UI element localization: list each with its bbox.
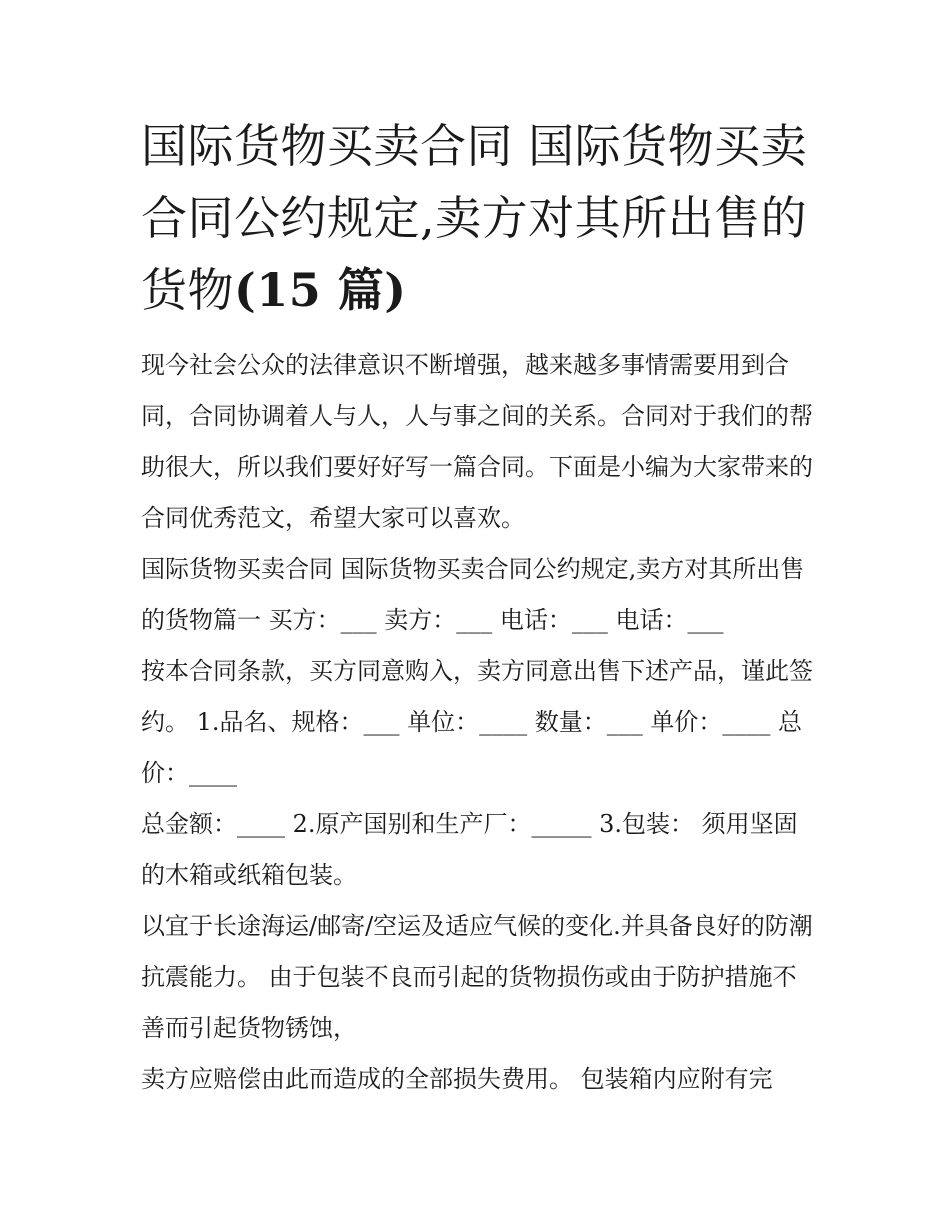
- paragraph-compensation: 卖方应赔偿由此而造成的全部损失费用。 包装箱内应附有完: [141, 1065, 773, 1093]
- title-main: 国际货物买卖合同 国际货物买卖合同公约规定,卖方对其所出售的货物: [141, 119, 808, 317]
- paragraph-product: 按本合同条款，买方同意购入，卖方同意出售下述产品，谨此签约。 1.品名、规格：___ 单位：____ 数量：___ 单价：____ 总价：____: [141, 657, 813, 787]
- paragraph-amount-packing: 总金额：____ 2.原产国别和生产厂：_____ 3.包装： 须用坚固的木箱或纸箱包装。: [141, 810, 798, 889]
- document-title: [141, 110, 813, 326]
- paragraph-intro: 现今社会公众的法律意识不断增强，越来越多事情需要用到合同，合同协调着人与人，人与事之间的关系。合同对于我们的帮助很大，所以我们要好好写一篇合同。下面是小编为大家带来的合同优秀范文，希望大家可以喜欢。: [141, 351, 813, 532]
- title-suffix: (15 篇): [234, 263, 407, 317]
- document-page: [141, 110, 813, 1105]
- paragraph-transport: 以宜于长途海运/邮寄/空运及适应气候的变化.并具备良好的防潮抗震能力。 由于包装不良而引起的货物损伤或由于防护措施不善而引起货物锈蚀，: [141, 912, 813, 1042]
- paragraph-parties: 国际货物买卖合同 国际货物买卖合同公约规定,卖方对其所出售的货物篇一 买方：___ 卖方：___ 电话：___ 电话：___: [141, 555, 805, 634]
